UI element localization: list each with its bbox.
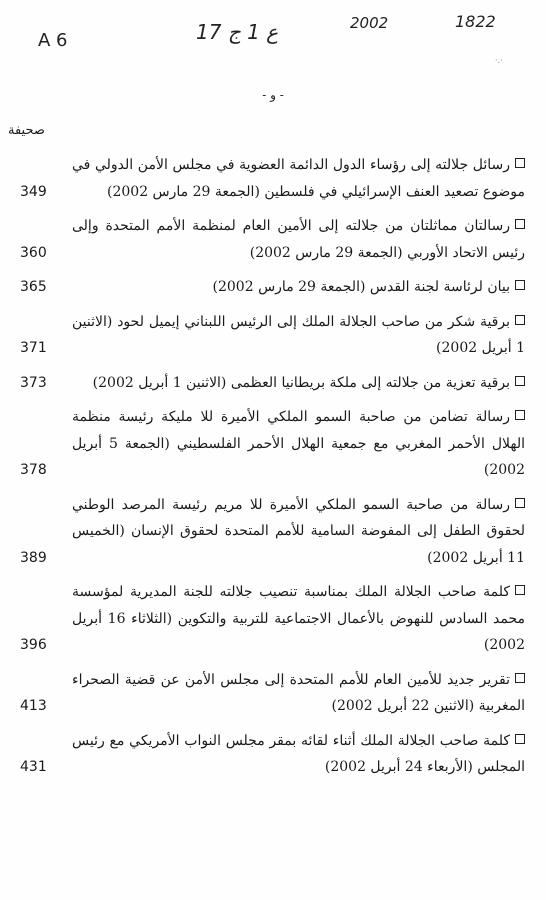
toc-separator	[14, 205, 525, 213]
toc-entry-4	[14, 309, 525, 362]
toc-entry-text	[72, 728, 525, 781]
square-bullet-icon	[515, 585, 525, 595]
square-bullet-icon	[515, 280, 525, 290]
toc-entry-title: كلمة صاحب الجلالة الملك أثناء لقائه بمقر مجلس النواب الأمريكي مع رئيس المجلس (الأربعاء 24 أبريل 2002)	[72, 732, 525, 775]
page-column-label: صحيفة	[8, 123, 45, 138]
toc-entry-7	[14, 492, 525, 572]
toc-entry-2	[14, 213, 525, 266]
toc-entry-title: برقية شكر من صاحب الجلالة الملك إلى الرئيس اللبناني إيميل لحود (الاثنين 1 أبريل 2002)	[72, 313, 525, 356]
stray-mark-icon: ·.·	[495, 56, 503, 65]
toc-entry-title: برقية تعزية من جلالته إلى ملكة بريطانيا العظمى (الاثنين 1 أبريل 2002)	[92, 374, 510, 391]
toc-separator	[14, 396, 525, 404]
toc-entry-text	[72, 309, 525, 362]
toc-entry-10	[14, 728, 525, 781]
page-folio: - و -	[262, 88, 284, 102]
square-bullet-icon	[515, 498, 525, 508]
toc-separator	[14, 301, 525, 309]
toc-page-number: 360	[20, 244, 47, 261]
square-bullet-icon	[515, 673, 525, 683]
toc-separator	[14, 571, 525, 579]
toc-entry-text	[72, 492, 525, 572]
toc-separator	[14, 362, 525, 370]
square-bullet-icon	[515, 376, 525, 386]
handwritten-date: 17 ع 1 ج	[196, 20, 279, 44]
toc-entry-text	[72, 152, 525, 205]
toc-entry-text	[72, 404, 525, 484]
square-bullet-icon	[515, 219, 525, 229]
toc-separator	[14, 266, 525, 274]
toc-page-number: 365	[20, 279, 47, 295]
toc-page-number: 389	[20, 549, 47, 566]
toc-entry-title: رسائل جلالته إلى رؤساء الدول الدائمة العضوية في مجلس الأمن الدولي في موضوع تصعيد العنف الإسرائيلي في فلسطين (الجمعة 29 مارس 2002)	[72, 157, 525, 200]
toc-entry-text	[72, 667, 525, 720]
toc-entry-5	[14, 370, 525, 397]
handwritten-year: 2002	[350, 14, 389, 32]
toc-page-number: 378	[20, 462, 47, 478]
toc-separator	[14, 720, 525, 728]
toc-entry-text	[72, 213, 525, 266]
toc-entry-text	[72, 370, 525, 397]
toc-page-number: 373	[20, 374, 47, 391]
table-of-contents	[14, 152, 525, 781]
toc-entry-title: بيان لرئاسة لجنة القدس (الجمعة 29 مارس 2002)	[212, 279, 510, 295]
toc-page-number: 371	[20, 340, 47, 356]
square-bullet-icon	[515, 734, 525, 744]
toc-page-number: 349	[20, 183, 47, 200]
toc-entry-9	[14, 667, 525, 720]
toc-entry-text	[72, 579, 525, 659]
toc-page-number: 431	[20, 759, 47, 775]
toc-separator	[14, 484, 525, 492]
toc-entry-title: رسالة من صاحبة السمو الملكي الأميرة للا مريم رئيسة المرصد الوطني لحقوق الطفل إلى المفوضة السامية للأمم المتحدة لحقوق الإنسان (الخميس 11 أبريل 2002)	[72, 496, 525, 566]
square-bullet-icon	[515, 315, 525, 325]
square-bullet-icon	[515, 158, 525, 168]
toc-separator	[14, 659, 525, 667]
toc-entry-6	[14, 404, 525, 484]
toc-entry-title: تقرير جديد للأمين العام للأمم المتحدة إلى مجلس الأمن عن قضية الصحراء المغربية (الاثنين 22 أبريل 2002)	[72, 671, 525, 714]
handwritten-number: 1822	[455, 12, 496, 31]
toc-entry-8	[14, 579, 525, 659]
toc-page-number: 396	[20, 637, 47, 653]
toc-entry-title: كلمة صاحب الجلالة الملك بمناسبة تنصيب جلالته للجنة المديرية لمؤسسة محمد السادس للنهوض بالأعمال الاجتماعية للتربية والتكوين (الثلاثاء 16 أبريل 2002)	[72, 584, 525, 653]
handwritten-reference-code: A 6	[38, 30, 68, 51]
toc-entry-title: رسالة تضامن من صاحبة السمو الملكي الأميرة للا مليكة رئيسة منظمة الهلال الأحمر المغربي مع جمعية الهلال الأحمر الفلسطيني (الجمعة 5 أبريل 2002)	[72, 409, 525, 478]
square-bullet-icon	[515, 410, 525, 420]
toc-page-number: 413	[20, 698, 47, 714]
toc-entry-3	[14, 274, 525, 301]
toc-entry-text	[72, 274, 525, 301]
toc-entry-title: رسالتان مماثلتان من جلالته إلى الأمين العام لمنظمة الأمم المتحدة وإلى رئيس الاتحاد الأوربي (الجمعة 29 مارس 2002)	[72, 218, 525, 261]
toc-entry-1	[14, 152, 525, 205]
